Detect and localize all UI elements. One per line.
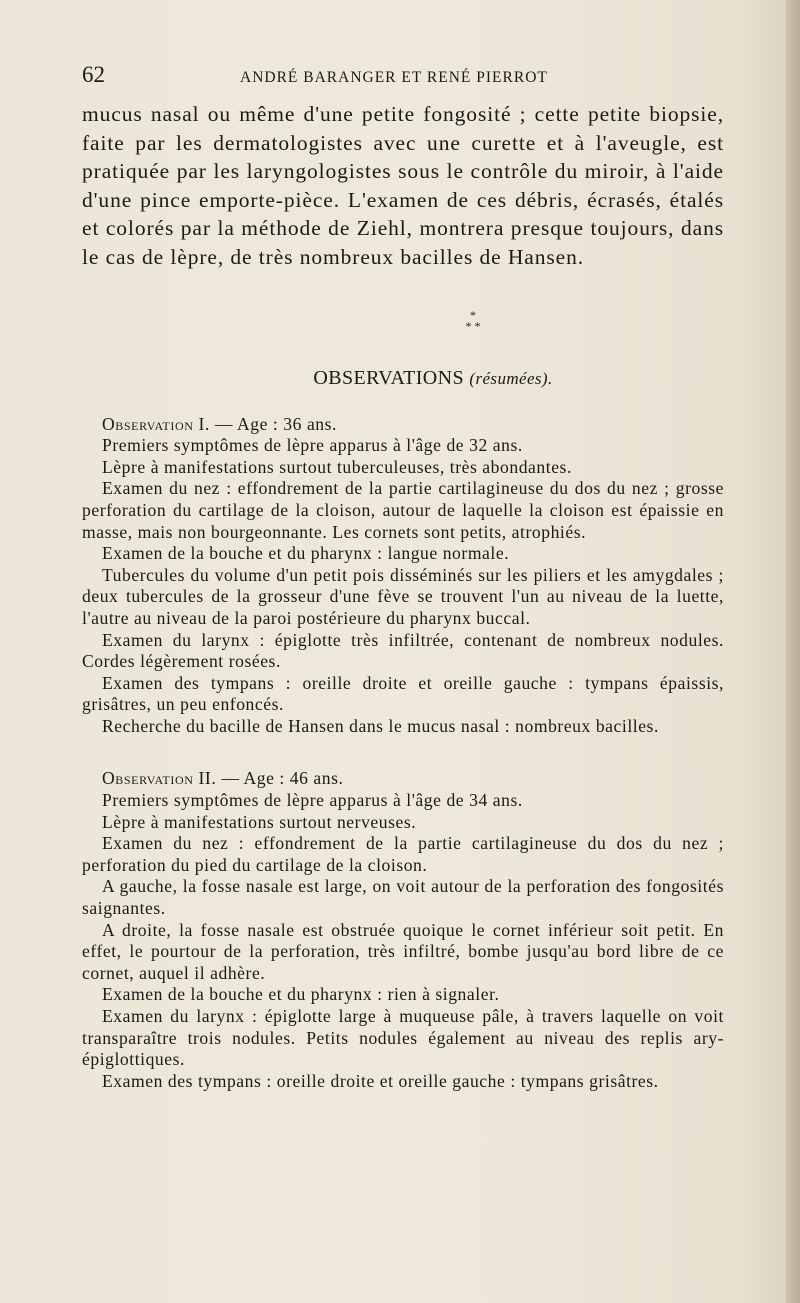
observation-paragraph: A gauche, la fosse nasale est large, on voit autour de la perforation des fongosités saignantes. xyxy=(82,876,724,919)
observation-2 xyxy=(82,768,724,1092)
section-title-main: OBSERVATIONS xyxy=(313,366,464,389)
separator-star-top: * xyxy=(470,307,476,322)
observation-heading-rest: — Age : 36 ans. xyxy=(209,413,337,434)
intro-paragraph: mucus nasal ou même d'une petite fongosité ; cette petite biopsie, faite par les dermatologistes avec une curette et à l'aveugle, est pratiquée par les laryngologistes sous le contrôle du miroir, à l'aide d'une pince emporte-pièce. L'examen de ces débris, écrasés, étalés et colorés par la méthode de Ziehl, montrera presque toujours, dans le cas de lèpre, de très nombreux bacilles de Hansen. xyxy=(82,102,724,269)
observation-paragraph: Examen de la bouche et du pharynx : langue normale. xyxy=(102,543,510,564)
observation-paragraph: Lèpre à manifestations surtout nerveuses. xyxy=(102,811,417,832)
observation-heading xyxy=(82,414,724,436)
observation-paragraph: Tubercules du volume d'un petit pois disséminés sur les piliers et les amygdales ; deux tubercules de la grosseur d'une fève se trouvent l'un au niveau de la luette, l'autre au niveau de la paroi postérieure du pharynx buccal. xyxy=(82,564,724,628)
observation-paragraph: Examen du nez : effondrement de la partie cartilagineuse du dos du nez ; grosse perforation du cartilage de la cloison, autour de laquelle la cloison est épaissie en masse, mais non bourgeonnante. Les cornets sont petits, atrophiés. xyxy=(82,478,724,542)
observation-paragraph: Lèpre à manifestations surtout tuberculeuses, très abondantes. xyxy=(102,456,572,477)
observation-heading-rest: — Age : 46 ans. xyxy=(216,768,344,789)
page-edge xyxy=(786,0,800,1303)
observation-paragraph: Examen des tympans : oreille droite et oreille gauche : tympans épaissis, grisâtres, un peu enfoncés. xyxy=(82,672,724,715)
observation-paragraph: Examen du nez : effondrement de la partie cartilagineuse du dos du nez ; perforation du pied du cartilage de la cloison. xyxy=(82,833,724,875)
observation-paragraph: A droite, la fosse nasale est obstruée quoique le cornet inférieur soit petit. En effet, le pourtour de la perforation, très infiltré, bombe jusqu'au bord libre de ce cornet, auquel il adhère. xyxy=(82,919,724,983)
page-number: 62 xyxy=(82,62,105,87)
intro-section xyxy=(82,100,724,272)
section-title-sub: (résumées). xyxy=(469,368,553,388)
observation-paragraph: Examen des tympans : oreille droite et oreille gauche : tympans grisâtres. xyxy=(102,1070,659,1091)
observation-label: Observation II. xyxy=(102,768,217,789)
observation-paragraph: Premiers symptômes de lèpre apparus à l'âge de 34 ans. xyxy=(102,790,523,811)
page-body xyxy=(82,100,724,1092)
running-head: ANDRÉ BARANGER ET RENÉ PIERROT xyxy=(240,69,548,86)
section-separator xyxy=(82,307,724,333)
observation-1 xyxy=(82,414,724,738)
observation-paragraph: Examen du larynx : épiglotte très infiltrée, contenant de nombreux nodules. Cordes légèrement rosées. xyxy=(82,629,724,672)
observation-heading xyxy=(82,768,724,790)
separator-star-bottom: * * xyxy=(465,318,481,333)
section-title xyxy=(82,367,724,390)
observation-paragraph: Examen du larynx : épiglotte large à muqueuse pâle, à travers laquelle on voit transparaître trois nodules. Petits nodules également au niveau des replis ary-épiglottiques. xyxy=(82,1006,724,1070)
observation-paragraph: Recherche du bacille de Hansen dans le mucus nasal : nombreux bacilles. xyxy=(102,715,659,736)
page-header xyxy=(82,62,724,88)
observation-paragraph: Premiers symptômes de lèpre apparus à l'âge de 32 ans. xyxy=(102,435,523,456)
observation-label: Observation I. xyxy=(102,413,210,434)
observation-paragraph: Examen de la bouche et du pharynx : rien à signaler. xyxy=(102,984,500,1005)
